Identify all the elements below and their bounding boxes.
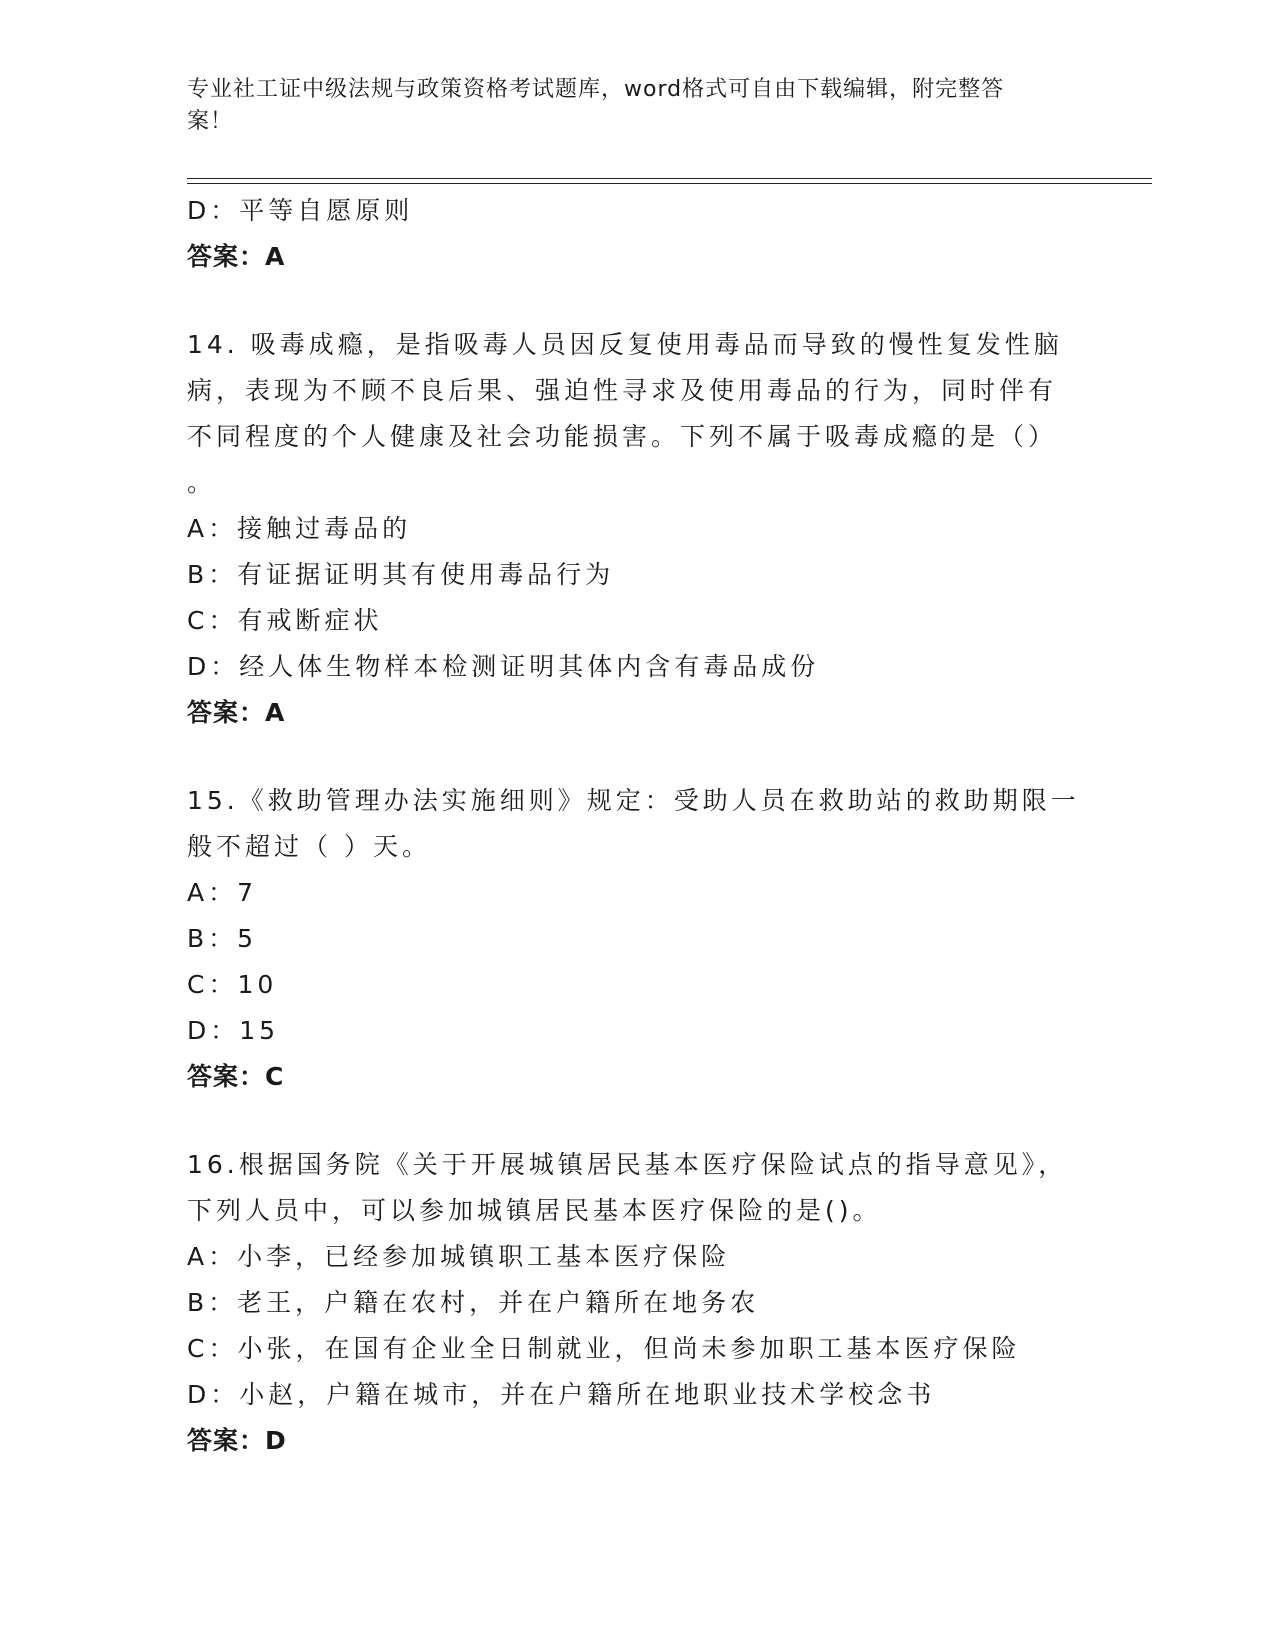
spacer	[187, 280, 1087, 322]
header-divider-bottom	[187, 183, 1152, 184]
header-note-line-2: 案！	[187, 109, 234, 134]
header-divider-top	[187, 178, 1152, 179]
option-b: B：老王，户籍在农村，并在户籍所在地务农	[187, 1288, 760, 1317]
option-d: D：平等自愿原则	[187, 196, 414, 225]
question-16	[187, 1142, 1087, 1464]
header-note	[187, 74, 1067, 138]
spacer	[187, 736, 1087, 778]
question-stem-line: 。	[187, 468, 217, 497]
answer-line: 答案：C	[187, 1062, 285, 1091]
option-d: D：经人体生物样本检测证明其体内含有毒品成份	[187, 652, 820, 681]
question-stem-line: 病，表现为不顾不良后果、强迫性寻求及使用毒品的行为，同时伴有	[187, 376, 1058, 405]
option-d: D：小赵，户籍在城市，并在户籍所在地职业技术学校念书	[187, 1380, 936, 1409]
option-c: C：小张，在国有企业全日制就业，但尚未参加职工基本医疗保险	[187, 1334, 1021, 1363]
question-15	[187, 778, 1087, 1100]
answer-line: 答案：A	[187, 242, 286, 271]
question-stem-line: 不同程度的个人健康及社会功能损害。下列不属于吸毒成瘾的是（）	[187, 422, 1058, 451]
option-a: A：接触过毒品的	[187, 514, 412, 543]
option-b: B：有证据证明其有使用毒品行为	[187, 560, 615, 589]
question-list	[187, 188, 1087, 1464]
question-stem-line: 16.根据国务院《关于开展城镇居民基本医疗保险试点的指导意见》，	[187, 1150, 1068, 1179]
question-stem-line: 14. 吸毒成瘾，是指吸毒人员因反复使用毒品而导致的慢性复发性脑	[187, 330, 1063, 359]
question-partial	[187, 188, 1087, 280]
option-b: B：5	[187, 924, 258, 953]
option-a: A：小李，已经参加城镇职工基本医疗保险	[187, 1242, 731, 1271]
header-note-line-1: 专业社工证中级法规与政策资格考试题库，word格式可自由下载编辑，附完整答	[187, 77, 1005, 102]
question-stem-line: 般不超过（ ）天。	[187, 832, 431, 861]
option-c: C：有戒断症状	[187, 606, 383, 635]
spacer	[187, 1100, 1087, 1142]
question-14	[187, 322, 1087, 736]
answer-line: 答案：A	[187, 698, 286, 727]
option-c: C：10	[187, 970, 278, 999]
option-d: D：15	[187, 1016, 280, 1045]
question-stem-line: 15.《救助管理办法实施细则》规定：受助人员在救助站的救助期限一	[187, 786, 1080, 815]
option-a: A：7	[187, 878, 258, 907]
answer-line: 答案：D	[187, 1426, 287, 1455]
question-stem-line: 下列人员中，可以参加城镇居民基本医疗保险的是()。	[187, 1196, 882, 1225]
